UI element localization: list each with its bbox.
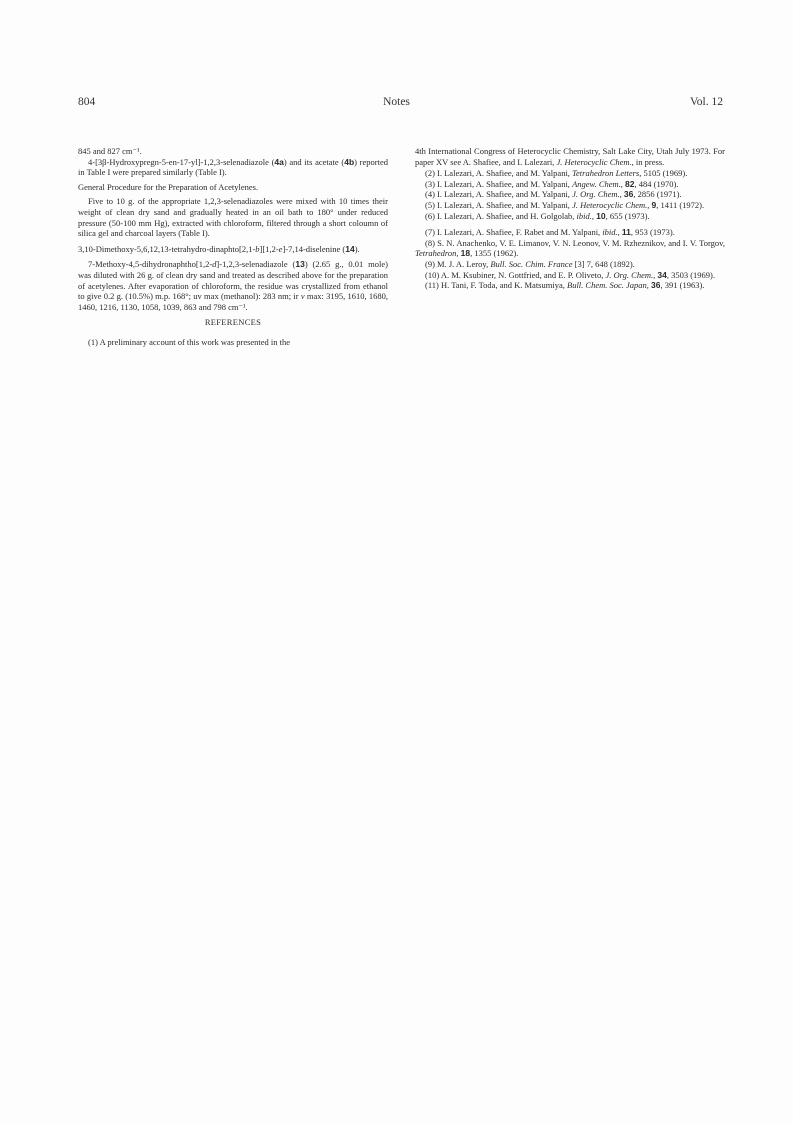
- text-run: (11) H. Tani, F. Toda, and K. Matsumiya,: [425, 280, 567, 291]
- paragraph-ir-continuation: 845 and 827 cm⁻¹.: [78, 146, 142, 156]
- italic-run: d: [212, 259, 217, 270]
- text-run: (6) I. Lalezari, A. Shafiee, and H. Golgolab,: [425, 210, 577, 221]
- paragraph-diselenine-heading: [78, 244, 388, 255]
- reference-2: [415, 168, 725, 179]
- volume-number: 9: [651, 199, 657, 210]
- text-run: ,: [456, 248, 461, 259]
- text-run: ,: [647, 199, 652, 210]
- reference-1: (1) A preliminary account of this work was presented in the: [88, 336, 291, 347]
- text-run: ,: [617, 227, 622, 238]
- text-run: (9) M. J. A. Leroy,: [425, 258, 491, 269]
- text-run: (3) I. Lalezari, A. Shafiee, and M. Yalpani,: [425, 178, 573, 189]
- italic-run: ν: [300, 291, 305, 302]
- volume-number: 82: [625, 178, 635, 189]
- journal-name: J. Org. Chem.: [572, 189, 620, 200]
- paragraph-general-procedure: Five to 10 g. of the appropriate 1,2,3-selenadiazoles were mixed with 10 times their weight of clean dry sand and gradually heated in an oil bath to 180° under reduced pressure (50-100 mm Hg), extracted with chloroform, filtered through a short coloumn of silica gel and charcoal layers (Table I).: [78, 196, 388, 239]
- text-run: , 2856 (1971).: [633, 189, 682, 200]
- volume-number: 36: [623, 189, 634, 200]
- text-run: ,: [646, 280, 652, 291]
- text-run: (10) A. M. Ksubiner, N. Gottfried, and E. P. Oliveto,: [425, 269, 606, 280]
- reference-4: [415, 189, 725, 200]
- reference-8: [415, 238, 725, 259]
- journal-name: Bull. Soc. Chim. France: [490, 258, 573, 269]
- volume-number: 36: [651, 280, 661, 291]
- text-run: , 1411 (1972).: [656, 199, 705, 210]
- volume-number: 34: [657, 269, 667, 280]
- text-run: , 5105 (1969).: [639, 168, 688, 179]
- reference-5: [415, 200, 725, 211]
- journal-name: Bull. Chem. Soc. Japan: [567, 280, 647, 291]
- left-column: [78, 146, 388, 348]
- paragraph-selenadiazole-4a: [78, 157, 388, 178]
- text-run: max: 3195, 1610, 1680, 1460, 1216, 1130, 1058, 1039, 863 and 798 cm⁻¹.: [78, 291, 389, 312]
- running-header-section: Notes: [383, 96, 410, 108]
- text-run: , 1355 (1962).: [470, 248, 519, 259]
- text-run: 7-Methoxy-4,5-dihydronaphtho[1,2-: [88, 259, 213, 270]
- text-run: (4) I. Lalezari, A. Shafiee, and M. Yalpani,: [425, 189, 573, 200]
- text-run: ) reported in Table I were prepared similarly (Table I).: [78, 156, 388, 178]
- reference-7: [415, 227, 725, 238]
- text-run: ][1,2-: [259, 243, 279, 254]
- reference-11: [415, 280, 725, 291]
- journal-name: ibid.: [602, 227, 618, 238]
- journal-name: Tetrahedron: [415, 248, 457, 259]
- text-run: (5) I. Lalezari, A. Shafiee, and M. Yalpani,: [425, 199, 573, 210]
- volume-number: 18: [460, 248, 471, 259]
- journal-name: Angew. Chem.: [572, 178, 621, 189]
- text-run: ,: [653, 269, 658, 280]
- compound-label-4a: 4a: [274, 156, 284, 167]
- journal-name: Tetrahedron Letters: [572, 168, 640, 179]
- journal-name: J. Heterocyclic Chem.: [556, 156, 632, 167]
- journal-name: ibid.: [576, 210, 592, 221]
- text-run: 4-[3β-Hydroxypregn-5-en-17-yl]-1,2,3-selenadiazole (: [88, 156, 275, 167]
- reference-3: [415, 179, 725, 190]
- text-run: ]-7,14-diselenine (: [282, 243, 346, 254]
- journal-name: J. Heterocyclic Chem.: [572, 199, 648, 210]
- text-run: 3,10-Dimethoxy-5,6,12,13-tetrahydro-dinaphto[2,1-: [78, 243, 256, 254]
- text-run: (2) I. Lalezari, A. Shafiee, and M. Yalpani,: [425, 168, 573, 179]
- references-heading: REFERENCES: [204, 317, 262, 328]
- right-column: [415, 146, 725, 291]
- section-title-general-procedure: General Procedure for the Preparation of Acetylenes.: [78, 181, 259, 192]
- text-run: , 3503 (1969).: [666, 269, 716, 280]
- text-run: , 655 (1973).: [605, 210, 650, 221]
- paragraph-methoxy-selenadiazole: [78, 259, 388, 312]
- text-run: [3] 7, 648 (1892).: [572, 258, 635, 269]
- reference-6: [415, 211, 725, 222]
- text-run: 4th International Congress of Heterocyclic Chemistry, Salt Lake City, Utah July 1973. For paper XV see A. Shafiee, and I. Lalezari,: [415, 146, 725, 167]
- reference-9: [415, 259, 725, 270]
- text-run: ,: [591, 210, 597, 221]
- compound-label-13: 13: [295, 259, 305, 270]
- text-run: , 484 (1970).: [634, 178, 679, 189]
- italic-run: b: [255, 243, 260, 254]
- text-run: , 953 (1973).: [630, 227, 675, 238]
- compound-label-4b: 4b: [344, 156, 355, 167]
- page-number: 804: [78, 96, 96, 108]
- text-run: , in press.: [631, 156, 665, 167]
- text-run: (7) I. Lalezari, A. Shafiee, F. Rabet and M. Yalpani,: [425, 227, 603, 238]
- reference-1-continued: [415, 146, 725, 167]
- text-run: ) (2.65 g., 0.01 mole) was diluted with 26 g. of clean dry sand and treated as described above for the preparation of acetylenes. After evaporation of chloroform, the residue was crystallized from ethanol to give 0.2 g. (10.5%) m.p. 168°; uv max (methanol): 283 nm; ir: [78, 259, 388, 302]
- journal-name: J. Org. Chem.: [605, 269, 654, 280]
- text-run: (8) S. N. Anachenko, V. E. Limanov, V. N. Leonov, V. M. Rzheznikov, and I. V. Torgov,: [425, 237, 725, 248]
- text-run: ,: [620, 178, 626, 189]
- text-run: ) and its acetate (: [283, 156, 345, 167]
- text-run: , 391 (1963).: [660, 280, 705, 291]
- compound-label-14: 14: [345, 243, 355, 254]
- text-run: ,: [619, 189, 624, 200]
- volume-label: Vol. 12: [689, 96, 723, 108]
- reference-10: [415, 270, 725, 281]
- volume-number: 11: [621, 227, 631, 238]
- text-run: ]-1,2,3-selenadiazole (: [216, 259, 296, 270]
- text-run: ).: [354, 243, 360, 254]
- italic-run: e: [278, 243, 283, 254]
- volume-number: 10: [596, 210, 606, 221]
